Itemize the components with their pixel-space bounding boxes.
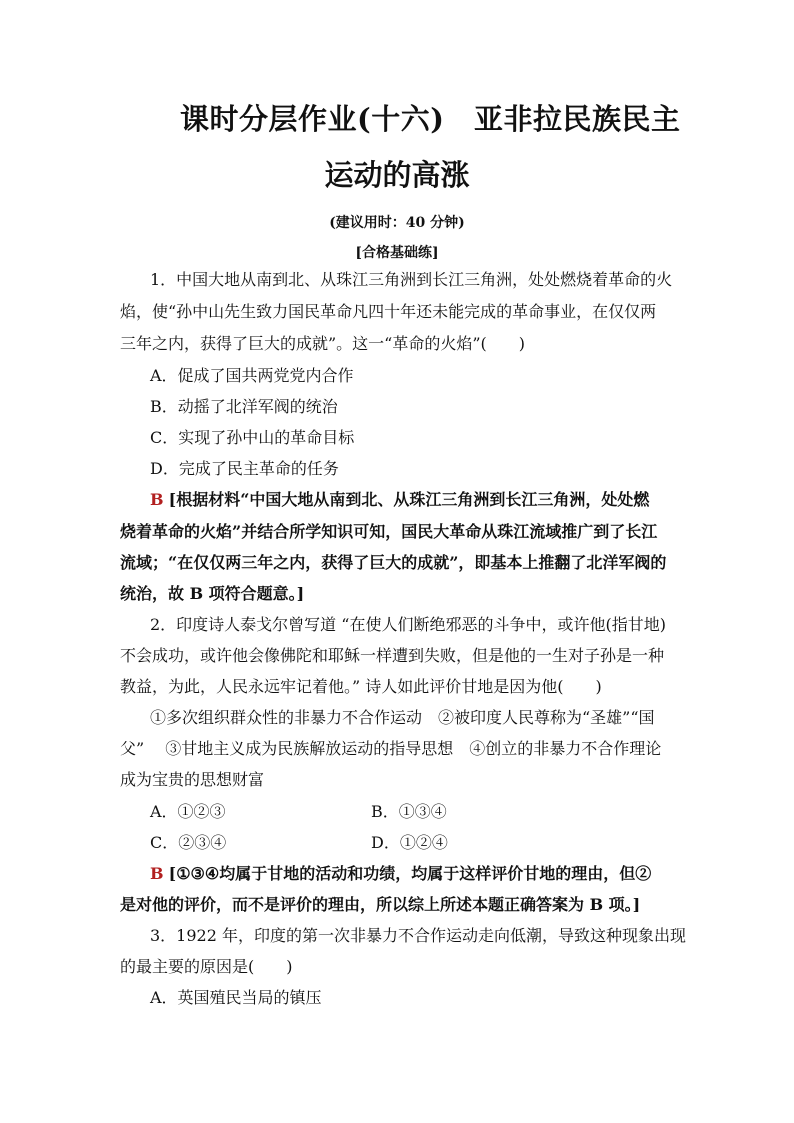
q1-option-c: C．实现了孙中山的革命目标 — [150, 428, 355, 447]
q2-stem-line: 不会成功，或许他会像佛陀和耶稣一样遭到失败，但是他的一生对子孙是一种 — [120, 646, 665, 665]
q2-statement-line: 成为宝贵的思想财富 — [120, 770, 265, 789]
section-heading: [合格基础练] — [355, 245, 439, 261]
q2-option-d: D．①②④ — [371, 833, 448, 852]
q3-stem-line: 3．1922 年，印度的第一次非暴力不合作运动走向低潮，导致这种现象出现 — [150, 926, 686, 945]
q3-stem-line: 的最主要的原因是( ) — [120, 957, 293, 976]
q2-explanation-line: 是对他的评价，而不是评价的理由，所以综上所述本题正确答案为 B 项。] — [120, 895, 641, 914]
page-title-line2: 运动的高涨 — [324, 158, 470, 192]
q1-explanation-line — [150, 490, 680, 510]
q2-statement-line: ①多次组织群众性的非暴力不合作运动 ②被印度人民尊称为“圣雄”“国 — [150, 708, 655, 727]
q1-option-b: B．动摇了北洋军阀的统治 — [150, 397, 338, 416]
q2-explanation-text: [①③④均属于甘地的活动和功绩，均属于这样评价甘地的理由，但② — [168, 864, 652, 883]
q2-explanation-line — [150, 864, 680, 884]
q1-option-d: D．完成了民主革命的任务 — [150, 459, 339, 478]
q3-option-a: A．英国殖民当局的镇压 — [150, 988, 322, 1007]
q2-stem-line: 教益，为此，人民永远牢记着他。” 诗人如此评价甘地是因为他( ) — [120, 677, 602, 696]
q2-answer: B — [150, 864, 164, 883]
q2-option-b: B．①③④ — [371, 802, 447, 821]
q1-stem-line: 三年之内，获得了巨大的成就”。这一“革命的火焰”( ) — [120, 334, 526, 353]
q2-option-a: A．①②③ — [150, 802, 226, 821]
q1-stem-line: 焰，使“孙中山先生致力国民革命凡四十年还未能完成的革命事业，在仅仅两 — [120, 302, 657, 321]
page-title-line1: 课时分层作业(十六) 亚非拉民族民主 — [180, 102, 681, 136]
suggested-time: (建议用时：40 分钟) — [329, 215, 465, 231]
q1-answer: B — [150, 490, 164, 509]
q1-option-a: A．促成了国共两党党内合作 — [150, 366, 354, 385]
q1-explanation-line: 统治，故 B 项符合题意。] — [120, 584, 305, 603]
q1-explanation-line: 烧着革命的火焰”并结合所学知识可知，国民大革命从珠江流域推广到了长江 — [120, 522, 658, 541]
q2-stem-line: 2．印度诗人泰戈尔曾写道 “在使人们断绝邪恶的斗争中，或许他(指甘地) — [150, 615, 666, 634]
q1-stem-line: 1．中国大地从南到北、从珠江三角洲到长江三角洲，处处燃烧着革命的火 — [150, 270, 673, 289]
q1-explanation-text: [根据材料“中国大地从南到北、从珠江三角洲到长江三角洲，处处燃 — [168, 490, 650, 509]
q1-explanation-line: 流域；“在仅仅两三年之内，获得了巨大的成就”，即基本上推翻了北洋军阀的 — [120, 553, 667, 572]
q2-statement-line: 父” ③甘地主义成为民族解放运动的指导思想 ④创立的非暴力不合作理论 — [120, 739, 662, 758]
q2-option-c: C．②③④ — [150, 833, 227, 852]
